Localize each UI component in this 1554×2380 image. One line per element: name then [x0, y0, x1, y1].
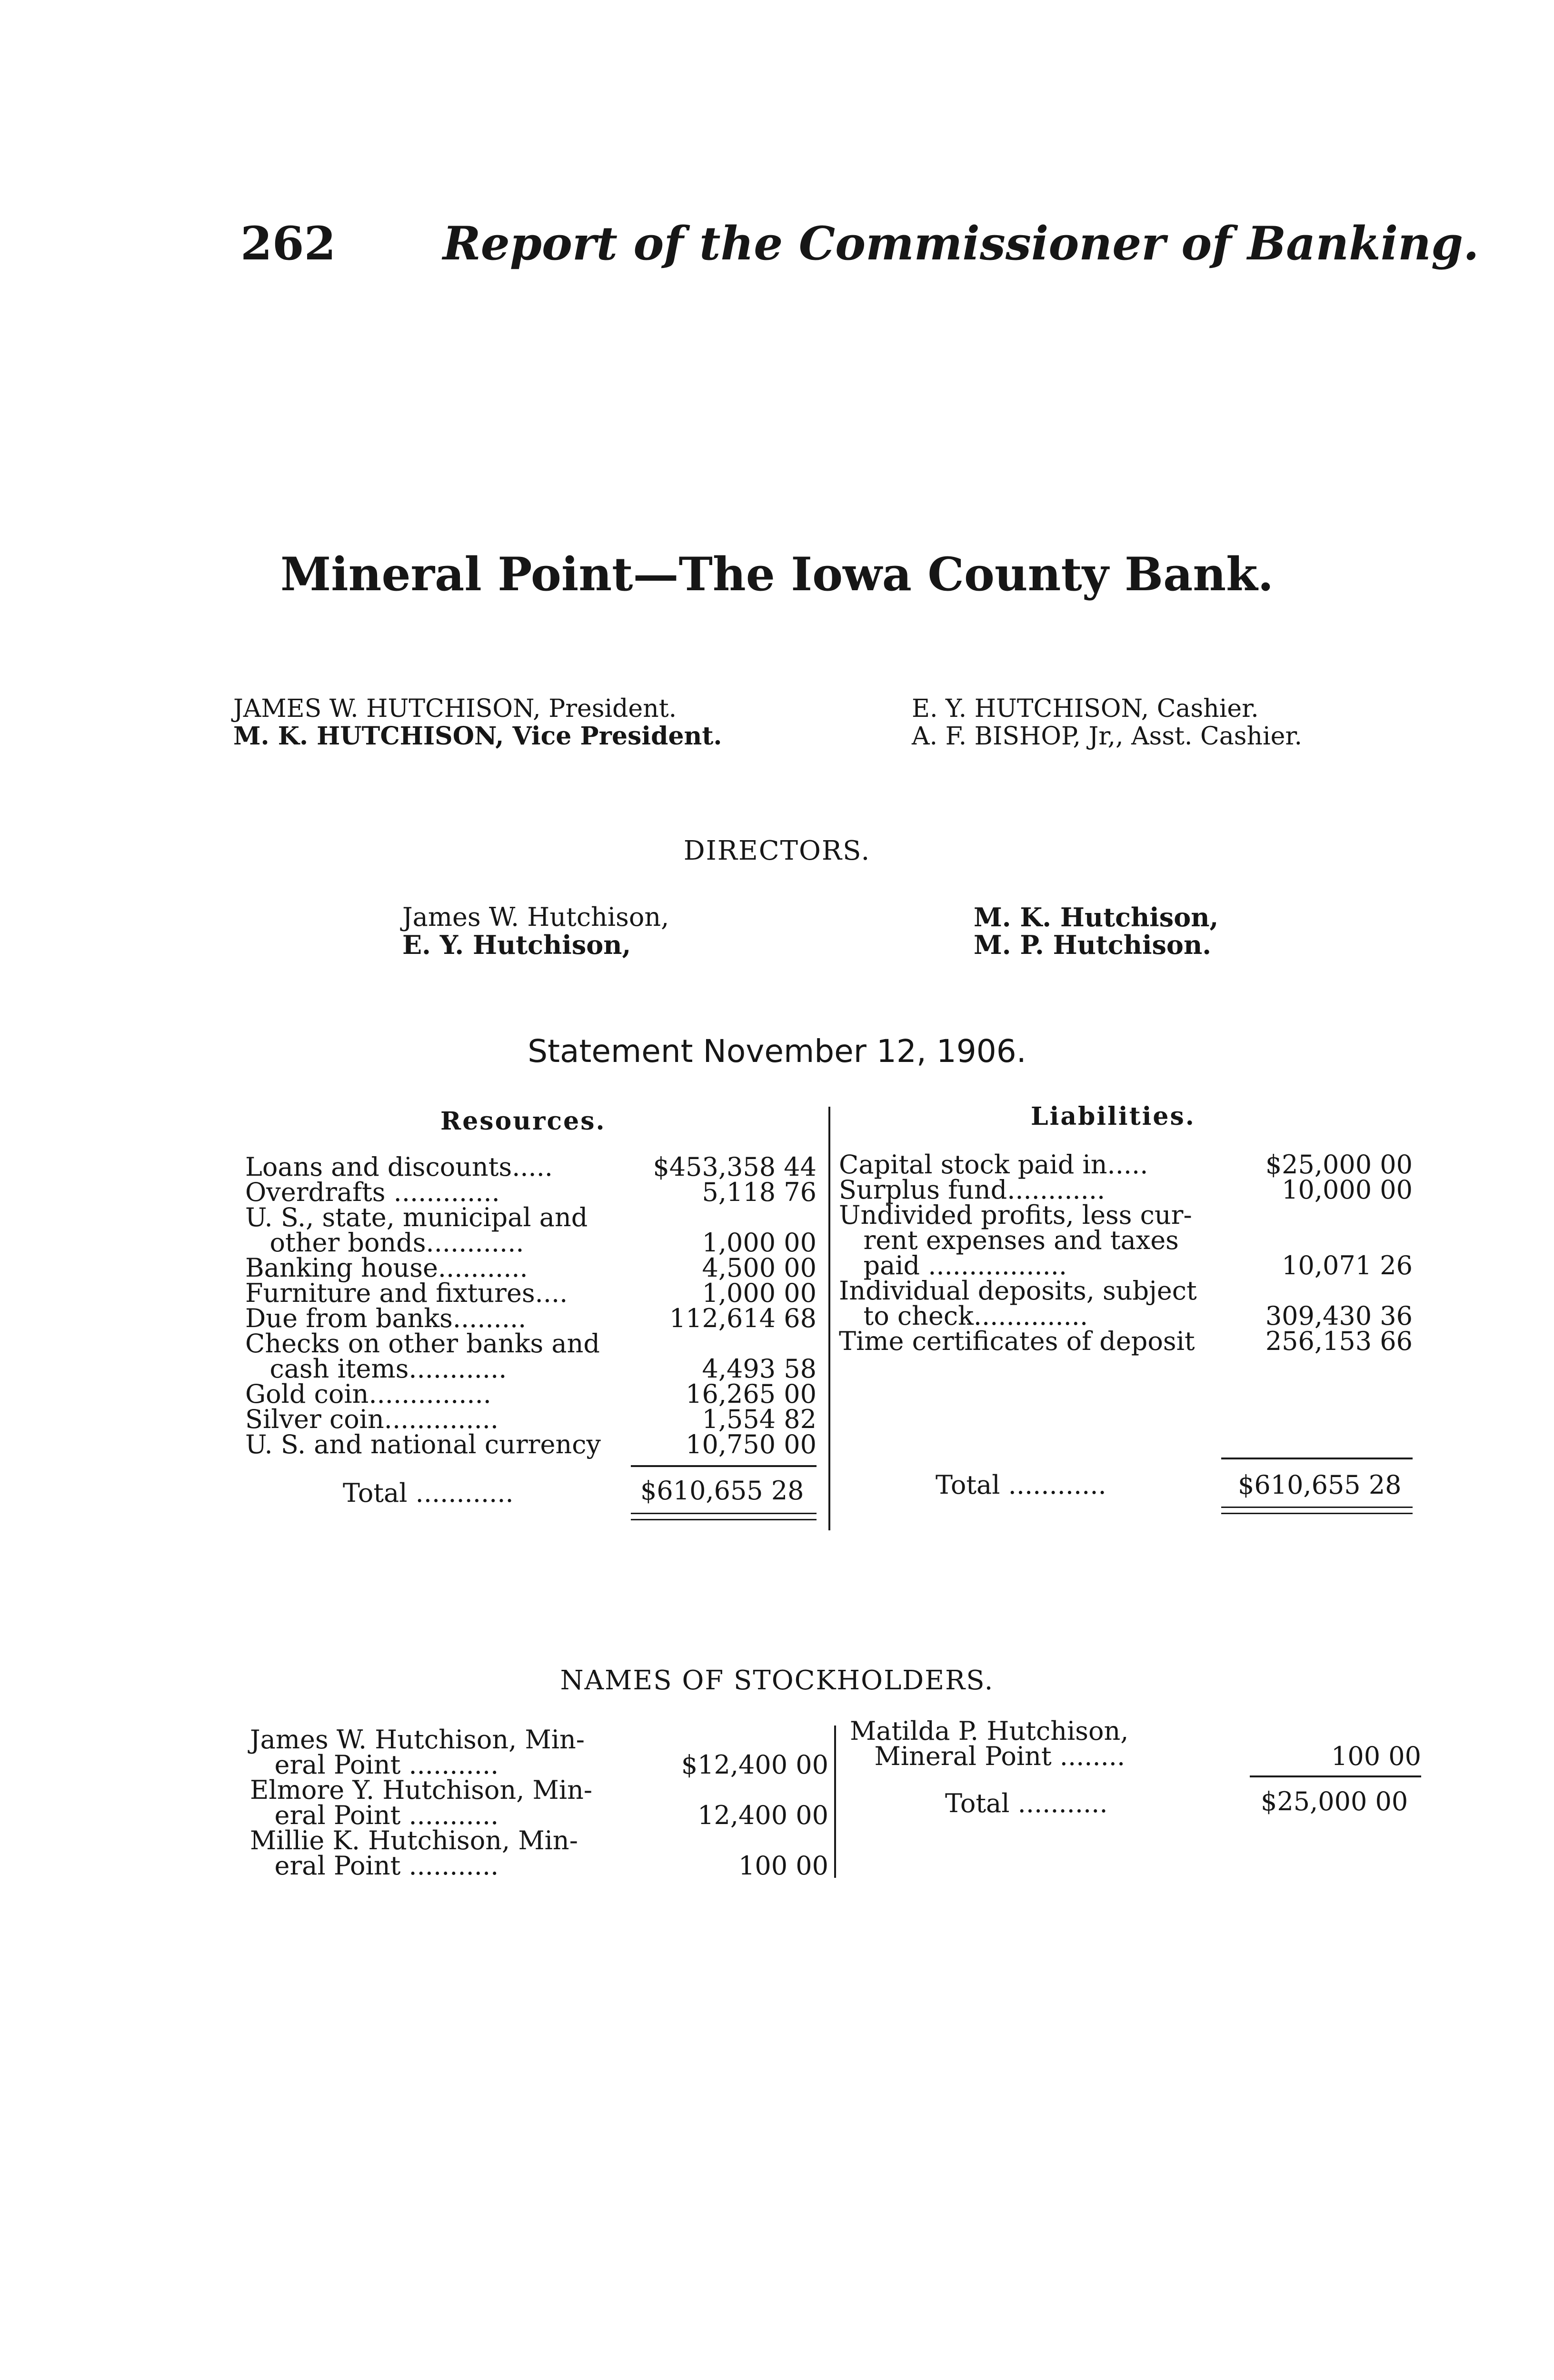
- table-row: paid ................. 10,071 26: [839, 1250, 1413, 1280]
- stockholder-entry: Millie K. Hutchison, Min- eral Point ........... 100 00: [250, 1825, 828, 1881]
- resources-total-amount: $610,655 28: [640, 1476, 804, 1506]
- table-row: rent expenses and taxes: [839, 1225, 1179, 1255]
- table-row: cash items............ 4,493 58: [245, 1354, 817, 1384]
- table-row: Surplus fund............ 10,000 00: [839, 1175, 1413, 1205]
- table-row: U. S., state, municipal and: [245, 1202, 588, 1232]
- director-name: M. K. Hutchison,: [974, 902, 1219, 932]
- director-name: James W. Hutchison,: [402, 902, 669, 932]
- liabilities-total-amount: $610,655 28: [1238, 1470, 1402, 1500]
- table-row: other bonds............ 1,000 00: [245, 1228, 817, 1258]
- liabilities-total-label: Total ............: [936, 1470, 1106, 1500]
- double-rule: [1221, 1507, 1413, 1514]
- stockholders-right: [850, 1718, 1421, 1769]
- bank-title: Mineral Point—The Iowa County Bank.: [280, 547, 1274, 601]
- table-row: Banking house........... 4,500 00: [245, 1253, 817, 1283]
- table-row: Overdrafts ............. 5,118 76: [245, 1177, 817, 1207]
- officer-name: E. Y. HUTCHISON,: [912, 694, 1149, 723]
- liabilities-table: [839, 1152, 1413, 1354]
- director-name: E. Y. Hutchison,: [402, 930, 631, 960]
- officer-asst-cashier: [912, 723, 1302, 750]
- table-row: Time certificates of deposit 256,153 66: [839, 1326, 1413, 1356]
- officer-name: JAMES W. HUTCHISON,: [233, 694, 541, 723]
- table-row: Capital stock paid in..... $25,000 00: [839, 1150, 1413, 1180]
- directors-heading: DIRECTORS.: [683, 835, 871, 866]
- resources-total-label: Total ............: [343, 1478, 514, 1508]
- stockholder-amount: 100 00: [1331, 1741, 1421, 1771]
- page-number: 262: [240, 217, 336, 270]
- stockholder-entry: Elmore Y. Hutchison, Min- eral Point ........... 12,400 00: [250, 1775, 828, 1830]
- stockholder-amount: 100 00: [738, 1851, 828, 1881]
- running-title: Report of the Commissioner of Banking.: [443, 217, 1479, 270]
- table-row: Loans and discounts..... $453,358 44: [245, 1152, 817, 1182]
- officer-title: Vice President.: [512, 722, 722, 751]
- table-row: Undivided profits, less cur-: [839, 1200, 1192, 1230]
- table-row: Due from banks......... 112,614 68: [245, 1303, 817, 1333]
- statement-date: Statement November 12, 1906.: [528, 1033, 1026, 1070]
- stockholders-total-label: Total ...........: [945, 1788, 1108, 1818]
- stockholder-entry: Matilda P. Hutchison, Mineral Point ........ 100 00: [850, 1716, 1421, 1771]
- table-row: Gold coin............... 16,265 00: [245, 1379, 817, 1409]
- stockholders-total-amount: $25,000 00: [1261, 1786, 1408, 1816]
- stockholder-amount: 12,400 00: [697, 1800, 828, 1830]
- officer-cashier: [912, 695, 1302, 723]
- table-row: U. S. and national currency 10,750 00: [245, 1429, 817, 1459]
- stockholders-left: [250, 1725, 828, 1881]
- stockholder-entry: James W. Hutchison, Min- eral Point ........... $12,400 00: [250, 1725, 828, 1780]
- subtotal-rule: [1221, 1458, 1413, 1459]
- officers-right: [912, 695, 1302, 750]
- officers-left: [233, 695, 722, 750]
- table-row: Silver coin.............. 1,554 82: [245, 1404, 817, 1434]
- officer-title: Asst. Cashier.: [1131, 722, 1303, 751]
- officer-name: A. F. BISHOP, Jr,,: [912, 722, 1124, 751]
- officer-president: [233, 695, 722, 723]
- resources-heading: Resources.: [440, 1107, 606, 1136]
- officer-vice-president: [233, 723, 722, 750]
- table-row: Checks on other banks and: [245, 1329, 600, 1359]
- column-divider: [834, 1726, 836, 1878]
- table-row: Individual deposits, subject: [839, 1276, 1197, 1306]
- liabilities-heading: Liabilities.: [1031, 1102, 1195, 1131]
- resources-table: [245, 1154, 817, 1457]
- officer-title: President.: [548, 694, 677, 723]
- stockholders-heading: NAMES OF STOCKHOLDERS.: [560, 1665, 994, 1696]
- column-divider: [828, 1107, 830, 1530]
- table-row: to check.............. 309,430 36: [839, 1301, 1413, 1331]
- subtotal-rule: [631, 1465, 817, 1467]
- officer-title: Cashier.: [1156, 694, 1259, 723]
- table-row: Furniture and fixtures.... 1,000 00: [245, 1278, 817, 1308]
- stockholder-amount: $12,400 00: [681, 1750, 828, 1780]
- double-rule: [631, 1513, 817, 1520]
- officer-name: M. K. HUTCHISON,: [233, 722, 504, 751]
- subtotal-rule: [1250, 1775, 1421, 1777]
- director-name: M. P. Hutchison.: [974, 930, 1211, 960]
